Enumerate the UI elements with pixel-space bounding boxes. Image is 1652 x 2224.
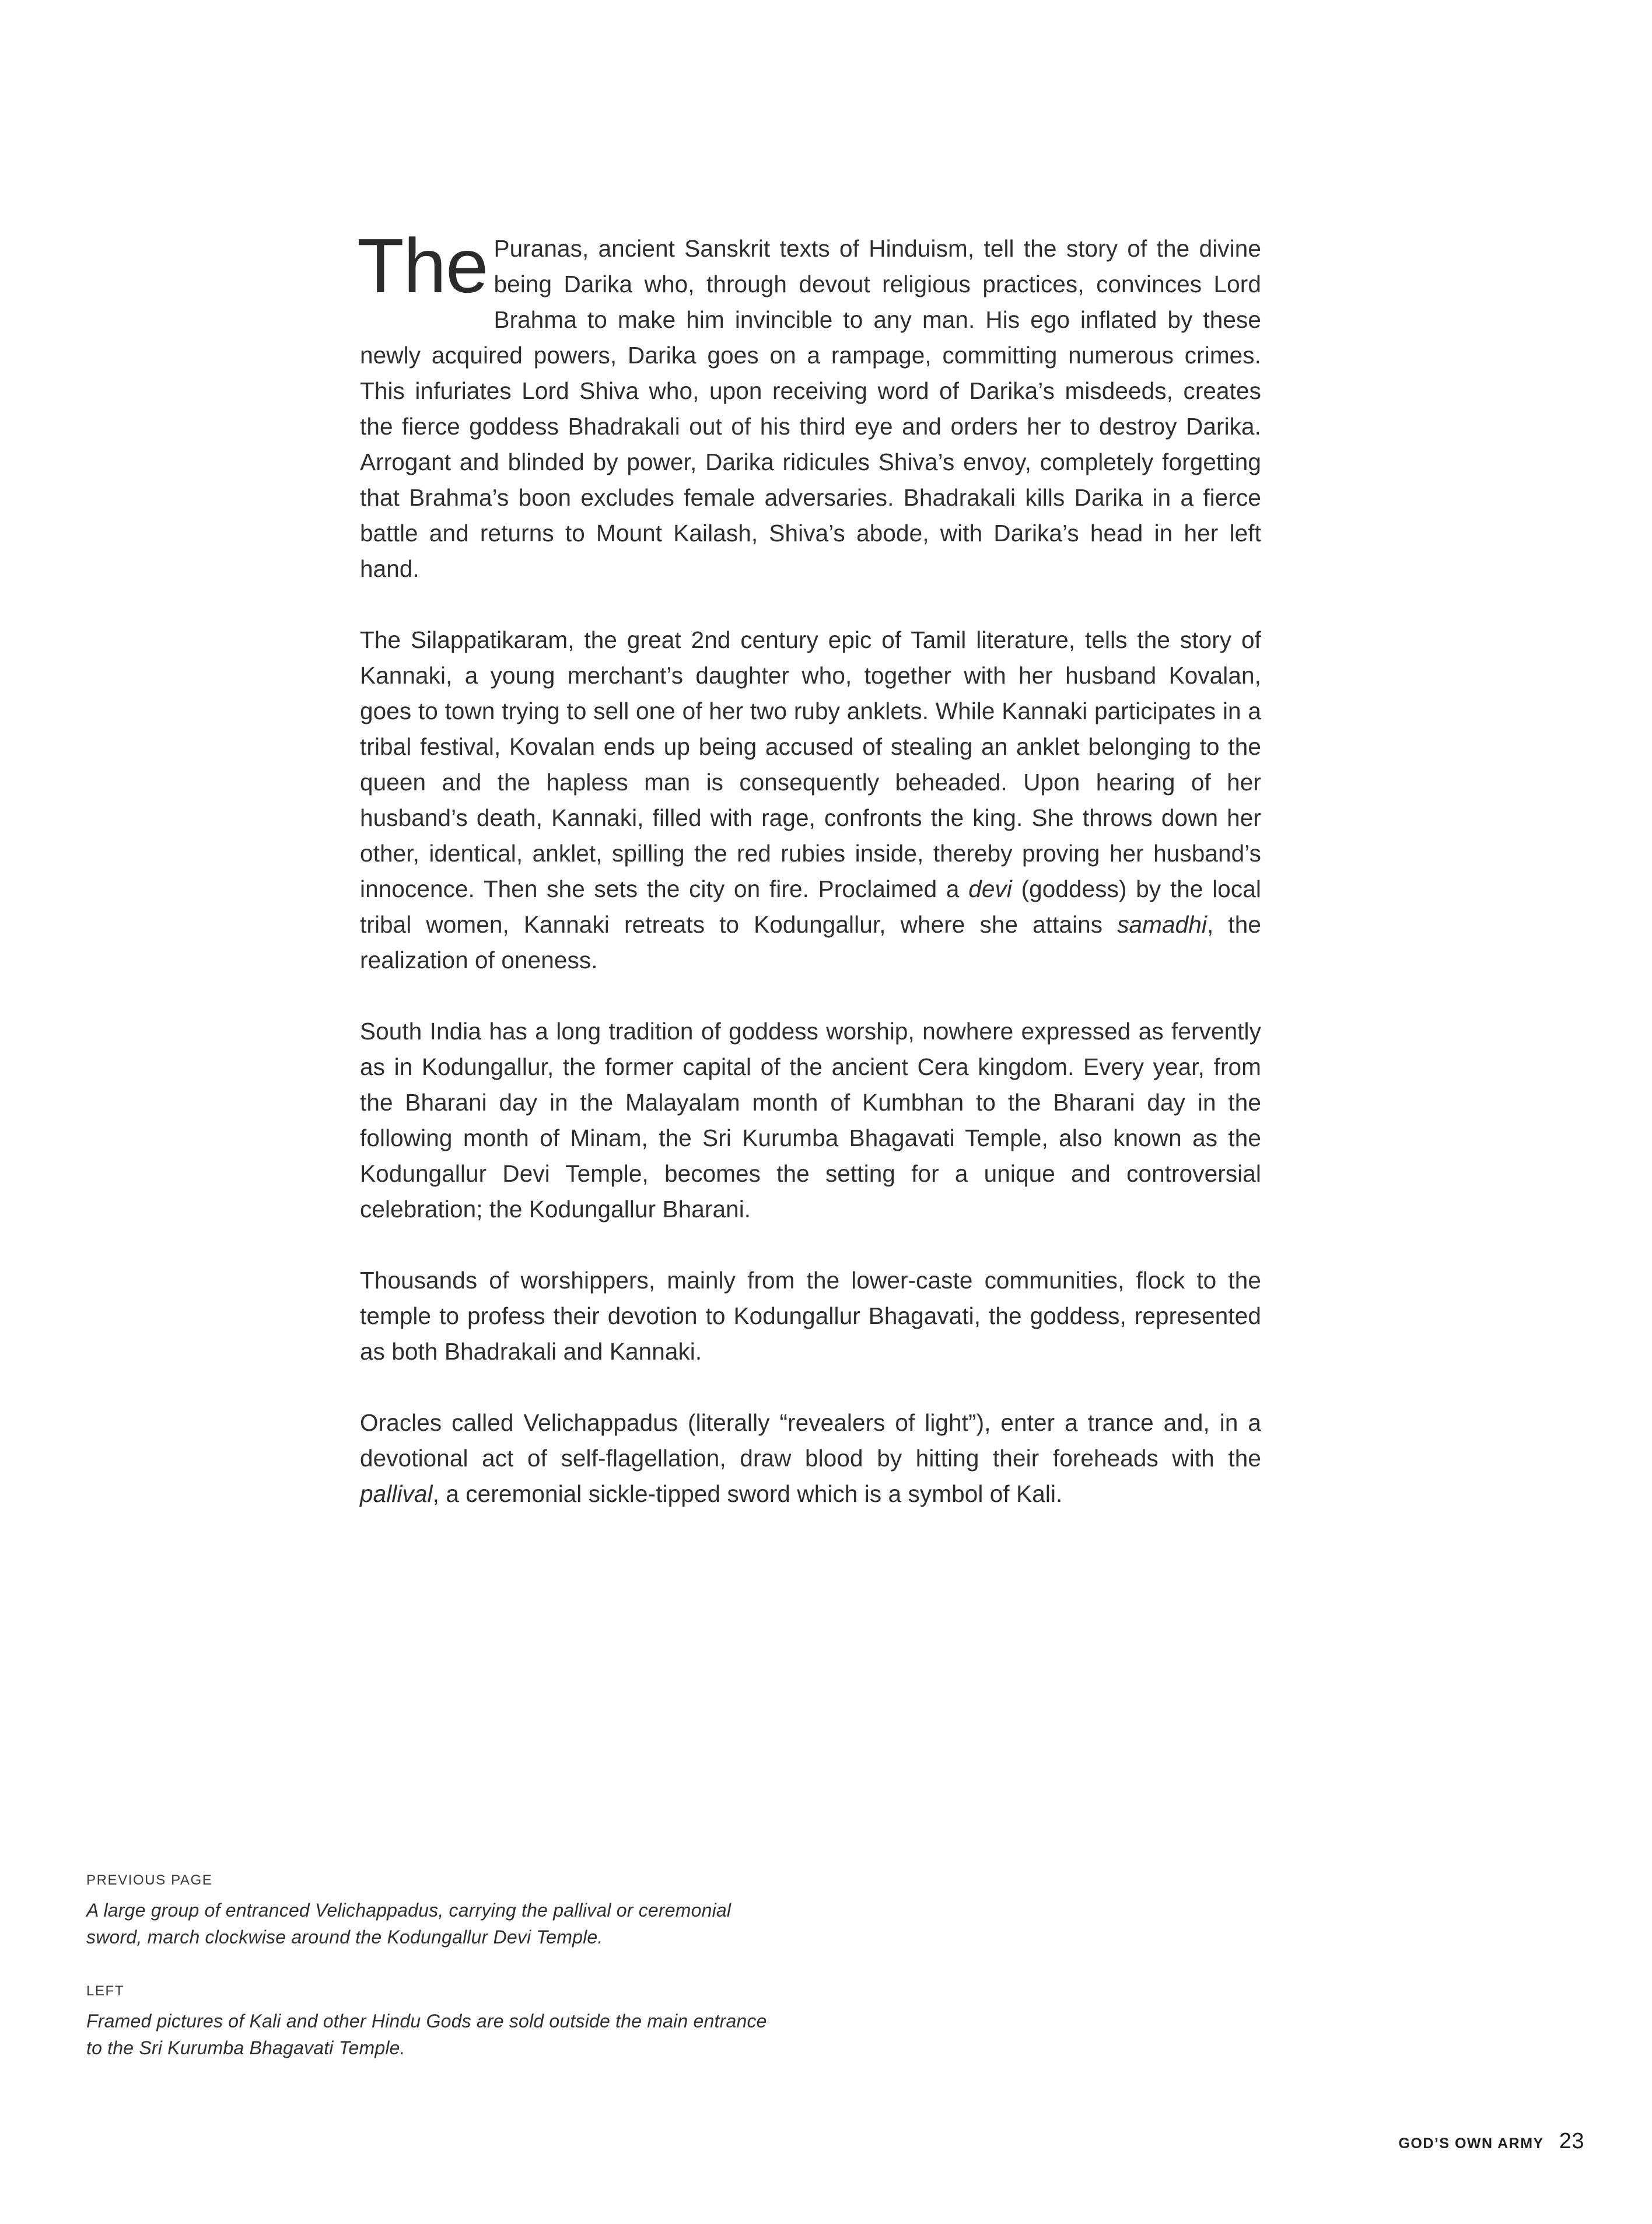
text-run: (goddess) by the local tribal women, Kannaki retreats to Kodungallur, where she attains: [360, 875, 1261, 938]
paragraph: [360, 1014, 1261, 1227]
caption-left: [86, 1982, 775, 2061]
caption-label: LEFT: [86, 1983, 125, 1999]
text-run: Thousands of worshippers, mainly from the lower-caste communities, flock to the temple to profess their devotion to Kodungallur Bhagavati, the goddess, represented as both Bhadrakali and Kannaki.: [360, 1267, 1261, 1365]
text-run: , a ceremonial sickle-tipped sword which is a symbol of Kali.: [432, 1480, 1063, 1507]
page-footer: [1398, 2129, 1584, 2154]
caption-text: Framed pictures of Kali and other Hindu Gods are sold outside the main entrance to the Sri Kurumba Bhagavati Temple.: [86, 2011, 767, 2058]
italic-term: devi: [968, 875, 1012, 902]
text-run: Oracles called Velichappadus (literally “revealers of light”), enter a trance and, in a devotional act of self-flagellation, draw blood by hitting their foreheads with the: [360, 1409, 1261, 1472]
caption-label: PREVIOUS PAGE: [86, 1872, 213, 1888]
italic-term: samadhi: [1117, 911, 1207, 938]
caption-previous-page: [86, 1871, 775, 1950]
text-run: The Silappatikaram, the great 2nd century epic of Tamil literature, tells the story of Kannaki, a young merchant’s daughter who, together with her husband Kovalan, goes to town trying to sell one of her two ruby anklets. While Kannaki participates in a tribal festival, Kovalan ends up being accused of stealing an anklet belonging to the queen and the hapless man is consequently beheaded. Upon hearing of her husband’s death, Kannaki, filled with rage, confronts the king. She throws down her other, identical, anklet, spilling the red rubies inside, thereby proving her husband’s innocence. Then she sets the city on fire. Proclaimed a: [360, 626, 1261, 902]
drop-cap: The: [357, 223, 488, 309]
page-number: 23: [1559, 2129, 1584, 2153]
paragraph: [360, 622, 1261, 978]
paragraph: [357, 223, 1261, 587]
caption-text: A large group of entranced Velichappadus, carrying the pallival or ceremonial sword, march clockwise around the Kodungallur Devi Temple.: [86, 1900, 732, 1948]
paragraph-text: [360, 235, 1261, 582]
article-body: [357, 223, 1261, 1512]
text-run: South India has a long tradition of goddess worship, nowhere expressed as fervently as in Kodungallur, the former capital of the ancient Cera kingdom. Every year, from the Bharani day in the Malayalam month of Kumbhan to the Bharani day in the following month of Minam, the Sri Kurumba Bhagavati Temple, also known as the Kodungallur Devi Temple, becomes the setting for a unique and controversial celebration; the Kodungallur Bharani.: [360, 1018, 1261, 1223]
text-run: Puranas, ancient Sanskrit texts of Hinduism, tell the story of the divine being Darika who, through devout religious practices, convinces Lord Brahma to make him invincible to any man. His ego inflated by these newly acquired powers, Darika goes on a rampage, committing numerous crimes. This infuriates Lord Shiva who, upon receiving word of Darika’s misdeeds, creates the fierce goddess Bhadrakali out of his third eye and orders her to destroy Darika. Arrogant and blinded by power, Darika ridicules Shiva’s envoy, completely forgetting that Brahma’s boon excludes female adversaries. Bhadrakali kills Darika in a fierce battle and returns to Mount Kailash, Shiva’s abode, with Darika’s head in her left hand.: [360, 235, 1261, 582]
italic-term: pallival: [360, 1480, 433, 1507]
paragraph: [360, 1405, 1261, 1512]
text-run: , the realization of oneness.: [360, 911, 1261, 973]
caption-group: [86, 1871, 775, 2061]
paragraph: [360, 1263, 1261, 1370]
footer-running-title: GOD’S OWN ARMY: [1398, 2135, 1544, 2152]
